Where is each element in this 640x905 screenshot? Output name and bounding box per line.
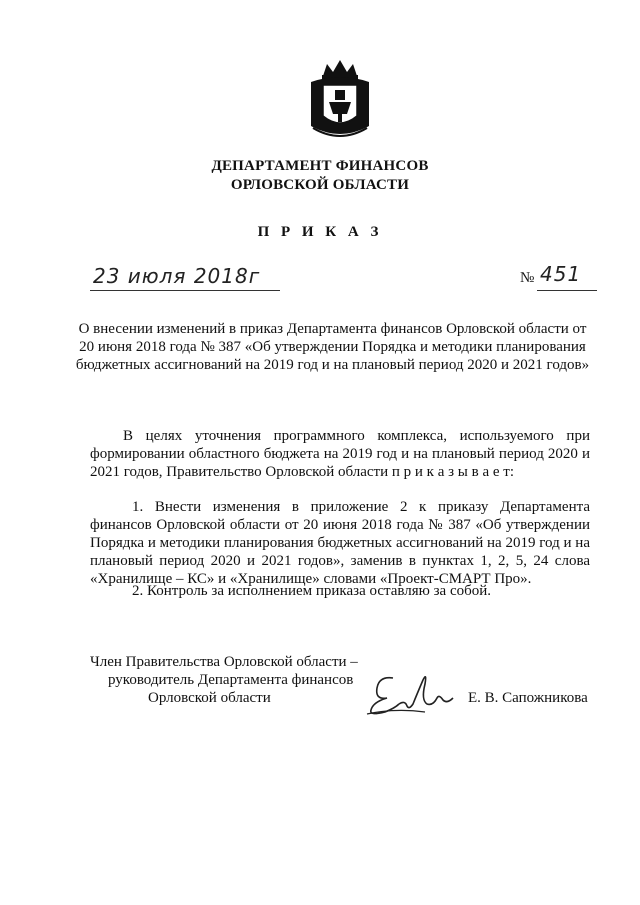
order-date-handwritten: 23 июля 2018г: [93, 264, 261, 288]
order-number-handwritten: 451: [540, 262, 582, 286]
signer-name: Е. В. Сапожникова: [468, 690, 588, 706]
signatory-title: [90, 653, 360, 707]
signatory-title-line3: Орловской области: [148, 690, 271, 706]
date-underline: [90, 290, 280, 291]
signatory-title-line2: руководитель Департамента финансов: [108, 672, 354, 688]
coat-of-arms-emblem: [305, 58, 375, 140]
number-underline: [537, 290, 597, 291]
order-title: П Р И К А З: [257, 224, 383, 240]
department-name-line2: ОРЛОВСКОЙ ОБЛАСТИ: [230, 177, 410, 193]
handwritten-signature: [365, 668, 465, 716]
item-2-paragraph: 2. Контроль за исполнением приказа оставляю за собой.: [132, 583, 492, 599]
preamble-paragraph: В целях уточнения программного комплекса, используемого при формировании областного бюджета на 2019 год и на плановый период 2020 и 2021 годов, Правительство Орловской области п р и к а з ы в а е т:: [90, 428, 590, 480]
item-1-paragraph: 1. Внести изменения в приложение 2 к приказу Департамента финансов Орловской области от 20 июня 2018 года № 387 «Об утверждении Порядка и методики планирования бюджетных ассигнований на 2019 год и на плановый период 2020 и 2021 годов», заменив в пунктах 1, 2, 5, 24 слова «Хранилище – КС» и «Хранилище» словами «Проект-СМАРТ Про».: [90, 499, 590, 587]
order-subject: О внесении изменений в приказ Департамента финансов Орловской области от 20 июня 2018 года № 387 «Об утверждении Порядка и методики планирования бюджетных ассигнований на 2019 год и на плановый период 2020 и 2021 годов»: [75, 321, 590, 373]
department-name-line1: ДЕПАРТАМЕНТ ФИНАНСОВ: [211, 158, 429, 174]
signatory-title-line1: Член Правительства Орловской области –: [90, 654, 358, 670]
order-number-label: №: [520, 270, 535, 286]
